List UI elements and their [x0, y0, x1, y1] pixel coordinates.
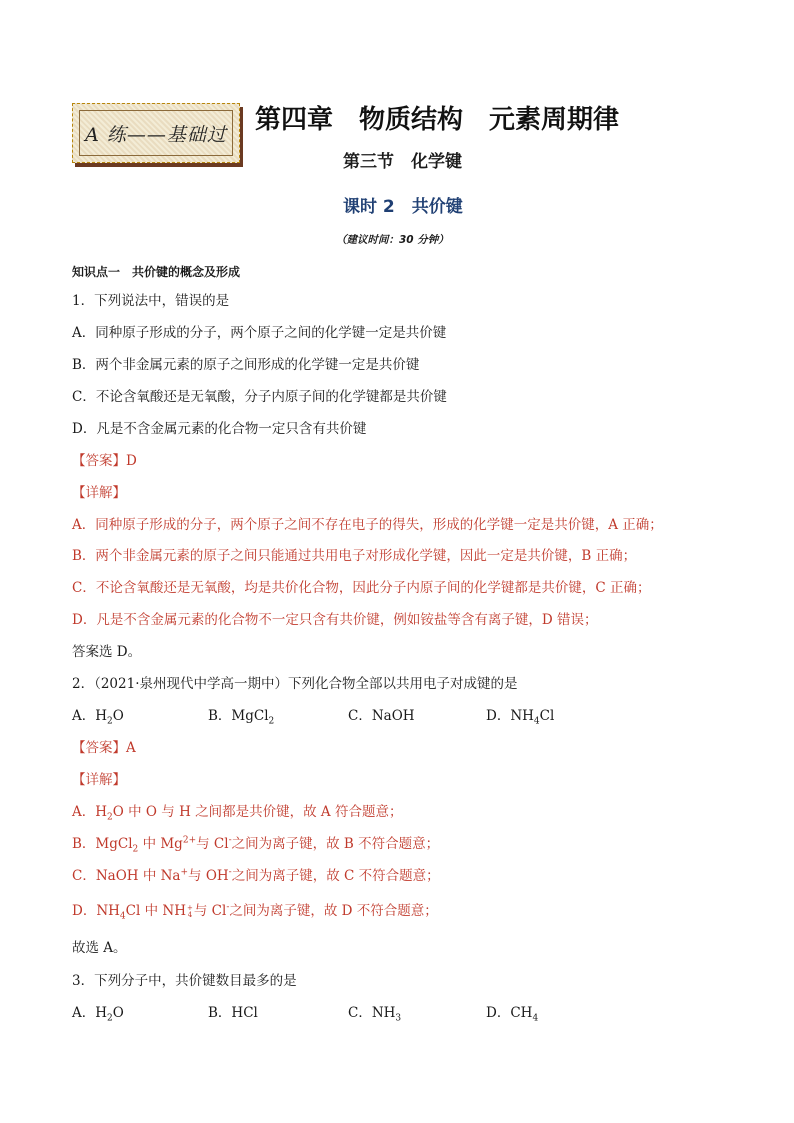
- q1-answer: 【答案】D: [72, 453, 137, 469]
- q1-option-a: A．同种原子形成的分子，两个原子之间的化学键一定是共价键: [72, 325, 447, 341]
- q2-explanation-c: C．NaOH 中 Na+与 OH-之间为离子键，故 C 不符合题意；: [72, 867, 440, 884]
- chapter-title: 第四章 物质结构 元素周期律: [255, 105, 620, 135]
- q3-stem: 3．下列分子中，共价键数目最多的是: [72, 973, 297, 989]
- lesson-title: 课时 2 共价键: [343, 197, 463, 217]
- q1-option-d: D．凡是不含金属元素的化合物一定只含有共价键: [72, 421, 367, 437]
- q2-explanation-b: B．MgCl$_2$ 中 $Mg^{2+}$与 Cl-之间为离子键，故 B 不符合题意；: [72, 835, 440, 855]
- q2-detail-label: 【详解】: [72, 772, 126, 788]
- q3-option-d: D．$CH_4$: [486, 1005, 539, 1024]
- q1-explanation-d: D．凡是不含金属元素的化合物不一定只含有共价键，例如铵盐等含有离子键，D 错误；: [72, 612, 598, 628]
- section-badge-text: A 练——基础过: [85, 123, 227, 146]
- q1-option-c: C．不论含氧酸还是无氧酸，分子内原子间的化学键都是共价键: [72, 389, 447, 405]
- ammonium-charge-stack: + 4: [186, 903, 193, 919]
- q2-conclusion: 故选 A。: [72, 940, 127, 956]
- section-badge: [72, 103, 240, 163]
- section-badge-frame: [79, 110, 233, 156]
- time-note: （建议时间：30 分钟）: [336, 234, 449, 246]
- knowledge-point-heading: 知识点一 共价键的概念及形成: [72, 265, 241, 279]
- q1-explanation-a: A．同种原子形成的分子，两个原子之间不存在电子的得失，形成的化学键一定是共价键，A 正确；: [72, 517, 663, 533]
- q2-stem: 2．（2021·泉州现代中学高一期中）下列化合物全部以共用电子对成键的是: [72, 676, 518, 692]
- q2-option-c: C．NaOH: [348, 708, 415, 724]
- q3-option-c: C．$NH_3$: [348, 1005, 402, 1024]
- q2-option-d: D．$NH_4Cl$: [486, 708, 555, 727]
- q1-option-b: B．两个非金属元素的原子之间形成的化学键一定是共价键: [72, 357, 420, 373]
- q1-explanation-c: C．不论含氧酸还是无氧酸，均是共价化合物，因此分子内原子间的化学键都是共价键，C 正确；: [72, 580, 651, 596]
- q1-explanation-b: B．两个非金属元素的原子之间只能通过共用电子对形成化学键，因此一定是共价键，B 正确；: [72, 548, 637, 564]
- q2-option-a: A．$H_2O$: [72, 708, 124, 727]
- q3-option-b: B．HCl: [208, 1005, 258, 1021]
- q2-option-b: B．MgCl$_2$: [208, 708, 275, 727]
- section-title: 第三节 化学键: [343, 152, 462, 172]
- q2-answer: 【答案】A: [72, 740, 136, 756]
- q1-detail-label: 【详解】: [72, 485, 126, 501]
- q1-stem: 1．下列说法中，错误的是: [72, 293, 230, 309]
- q3-option-a: A．$H_2O$: [72, 1005, 124, 1024]
- q1-conclusion: 答案选 D。: [72, 644, 142, 660]
- q2-explanation-d: D．$NH_4Cl$ 中 NH + 4 与 Cl-之间为离子键，故 D 不符合题意；: [72, 902, 438, 922]
- q2-explanation-a: A．$H_2O$ 中 O 与 H 之间都是共价键，故 A 符合题意；: [72, 804, 403, 823]
